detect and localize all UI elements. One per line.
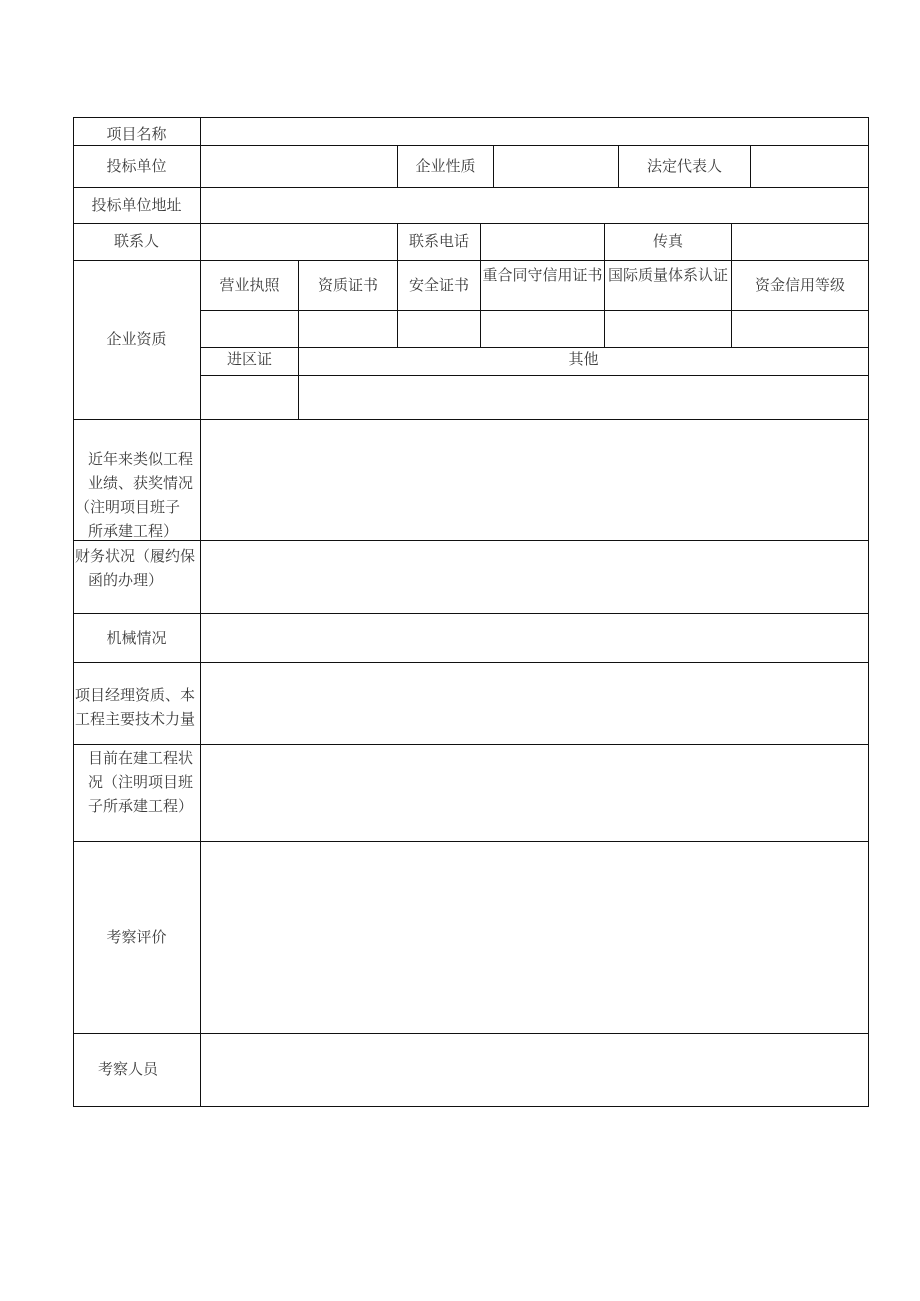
- ongoing-projects-field[interactable]: [201, 745, 868, 841]
- legal-representative-label: 法定代表人: [646, 157, 722, 175]
- rule: [73, 1106, 869, 1107]
- enterprise-qualification-label: 企业资质: [106, 330, 167, 348]
- evaluation-field[interactable]: [201, 842, 868, 1033]
- performance-label-line2: 业绩、获奖情况: [88, 474, 194, 492]
- finance-label-line2: 函的办理）: [88, 571, 164, 589]
- fax-field[interactable]: [732, 224, 868, 260]
- iso-quality-certification-header: 国际质量体系认证: [607, 266, 728, 284]
- finance-field[interactable]: [201, 541, 868, 613]
- iso-quality-certification-field[interactable]: [605, 311, 731, 347]
- bidder-field[interactable]: [201, 146, 397, 187]
- ongoing-label-line3: 子所承建工程）: [88, 797, 194, 815]
- contact-person-label: 联系人: [113, 232, 159, 250]
- ongoing-label-line1: 目前在建工程状: [88, 749, 194, 767]
- business-license-header: 营业执照: [219, 276, 280, 294]
- safety-certificate-field[interactable]: [398, 311, 480, 347]
- machinery-label: 机械情况: [106, 629, 167, 647]
- enterprise-nature-field[interactable]: [494, 146, 618, 187]
- inspector-field[interactable]: [201, 1034, 868, 1106]
- manager-qualification-field[interactable]: [201, 663, 868, 744]
- bidder-address-field[interactable]: [201, 188, 868, 223]
- project-name-field[interactable]: [201, 118, 868, 145]
- rule: [73, 260, 869, 261]
- project-name-label: 项目名称: [106, 125, 167, 143]
- business-license-field[interactable]: [201, 311, 298, 347]
- contact-phone-label: 联系电话: [408, 232, 469, 250]
- capital-credit-rating-header: 资金信用等级: [754, 276, 845, 294]
- manager-label-line2: 工程主要技术力量: [75, 710, 196, 728]
- inspector-label: 考察人员: [97, 1060, 158, 1078]
- evaluation-label: 考察评价: [106, 928, 167, 946]
- legal-representative-field[interactable]: [751, 146, 868, 187]
- bidder-label: 投标单位: [106, 157, 167, 175]
- fax-label: 传真: [652, 232, 683, 250]
- contract-credit-certificate-field[interactable]: [481, 311, 604, 347]
- performance-label-line4: 所承建工程）: [88, 522, 179, 540]
- contact-person-field[interactable]: [201, 224, 397, 260]
- rule: [73, 117, 74, 1107]
- performance-label-line3: （注明项目班子: [75, 498, 181, 516]
- manager-label-line1: 项目经理资质、本: [75, 686, 196, 704]
- rule: [868, 117, 869, 1107]
- performance-label-line1: 近年来类似工程: [88, 450, 194, 468]
- finance-label-line1: 财务状况（履约保: [75, 547, 196, 565]
- safety-certificate-header: 安全证书: [408, 276, 469, 294]
- qualification-certificate-field[interactable]: [299, 311, 397, 347]
- district-permit-header: 进区证: [226, 350, 272, 368]
- bidder-address-label: 投标单位地址: [91, 196, 182, 214]
- contract-credit-certificate-header: 重合同守信用证书: [482, 266, 603, 284]
- other-field[interactable]: [299, 376, 868, 419]
- enterprise-nature-label: 企业性质: [415, 157, 476, 175]
- performance-field[interactable]: [201, 420, 868, 540]
- district-permit-field[interactable]: [201, 376, 298, 419]
- machinery-field[interactable]: [201, 614, 868, 662]
- contact-phone-field[interactable]: [481, 224, 604, 260]
- qualification-certificate-header: 资质证书: [317, 276, 378, 294]
- other-header: 其他: [568, 350, 599, 368]
- capital-credit-rating-field[interactable]: [732, 311, 868, 347]
- ongoing-label-line2: 况（注明项目班: [88, 773, 194, 791]
